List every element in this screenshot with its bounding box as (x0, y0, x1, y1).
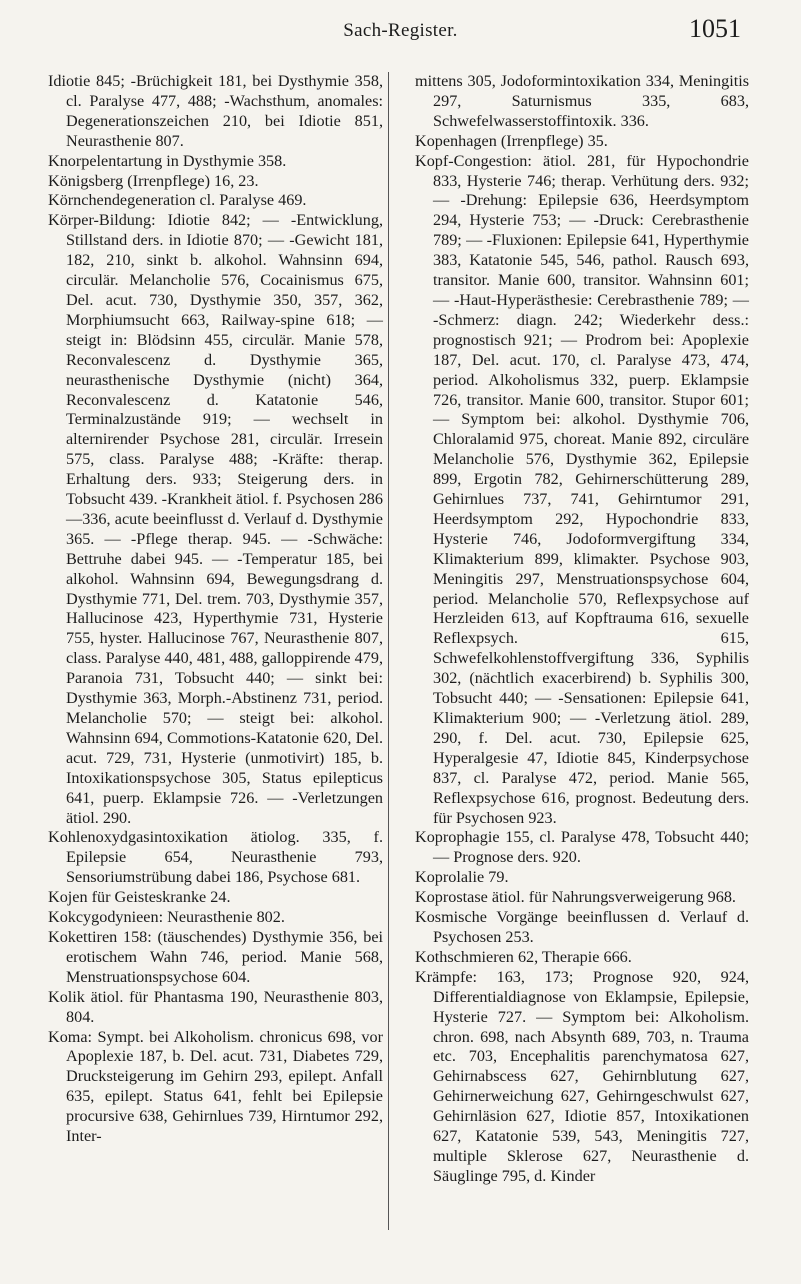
index-entry: Kojen für Geisteskranke 24. (48, 888, 231, 907)
index-entry: Königsberg (Irrenpflege) 16, 23. (48, 171, 259, 190)
index-entry: Koprolalie 79. (415, 868, 509, 887)
page-header (0, 14, 801, 48)
index-entry: Krämpfe: 163, 173; Prognose 920, 924, Differentialdiagnose von Eklampsie, Epilepsie, Hysterie 727. — Symptom bei: Alkoholism. chron. 698, nach Absynth 689, 703, n. Trauma etc. 703, Encephalitis parenchymatosa 627, Gehirnabscess 627, Gehirnblutung 627, Gehirnerweichung 627, Gehirngeschwulst 627, Gehirnläsion 627, Idiotie 857, Intoxikationen 627, Katatonie 539, 543, Meningitis 727, multiple Sklerose 627, Neurasthenie d. Säuglinge 795, d. Kinder (415, 967, 749, 1185)
index-entry: Kolik ätiol. für Phantasma 190, Neurasthenie 803, 804. (48, 987, 383, 1026)
index-entry: Kopenhagen (Irrenpflege) 35. (415, 131, 608, 150)
column-divider (388, 72, 389, 1230)
running-title: Sach-Register. (343, 20, 458, 41)
index-entry: Körnchendegeneration cl. Paralyse 469. (48, 191, 307, 210)
index-entry: Koprophagie 155, cl. Paralyse 478, Tobsucht 440; — Prognose ders. 920. (415, 828, 749, 867)
index-entry: Idiotie 845; -Brüchigkeit 181, bei Dysthymie 358, cl. Paralyse 477, 488; -Wachsthum, anomales: Degenerationszeichen 210, bei Idiotie 851, Neurasthenie 807. (48, 72, 383, 150)
left-column (48, 72, 383, 1147)
index-entry: Kosmische Vorgänge beeinflussen d. Verlauf d. Psychosen 253. (415, 908, 749, 946)
index-entry: Knorpelentartung in Dysthymie 358. (48, 151, 287, 170)
index-entry: Kokcygodynieen: Neurasthenie 802. (48, 908, 285, 927)
index-entry: Kothschmieren 62, Therapie 666. (415, 947, 632, 966)
index-entry: mittens 305, Jodoformintoxikation 334, Meningitis 297, Saturnismus 335, 683, Schwefelwasserstoffintoxik. 336. (415, 72, 749, 130)
index-entry: Kopf-Congestion: ätiol. 281, für Hypochondrie 833, Hysterie 746; therap. Verhütung ders. 932; — -Drehung: Epilepsie 636, Heerdsymptom 294, Hysterie 753; — -Druck: Cerebrasthenie 789; — -Fluxionen: Epilepsie 641, Hyperthymie 383, Katatonie 545, 546, pathol. Rausch 693, transitor. Manie 600, transitor. Wahnsinn 601; — -Haut-Hyperästhesie: Cerebrasthenie 789; — -Schmerz: diagn. 242; Wiederkehr dess.: prognostisch 921; — Prodrom bei: Apoplexie 187, Del. acut. 170, cl. Paralyse 473, 474, period. Alkoholismus 332, puerp. Eklampsie 726, transitor. Manie 600, transitor. Stupor 601; — Symptom bei: alkohol. Dysthymie 706, Chloralamid 975, choreat. Manie 892, circuläre Melancholie 576, Dysthymie 362, Epilepsie 899, Ergotin 782, Gehirnerschütterung 289, Gehirnlues 737, 741, Gehirntumor 291, Heerdsymptom 292, Hypochondrie 833, Hysterie 746, Jodoformvergiftung 334, Klimakterium 899, klimakter. Psychose 903, Meningitis 297, Menstruationspsychose 604, period. Melancholie 570, Reflexpsychose auf Herzleiden 613, auf Kopftrauma 616, sexuelle Reflexpsych. 615, Schwefelkohlenstoffvergiftung 336, Syphilis 302, (nächtlich exacerbirend) b. Syphilis 300, Tobsucht 440; — -Sensationen: Epilepsie 641, Klimakterium 900; — -Verletzung ätiol. 289, 290, f. Del. acut. 730, Epilepsie 625, Hyperalgesie 47, Idiotie 845, Kinderpsychose 837, cl. Paralyse 472, period. Manie 565, Reflexpsychose 616, prognost. Bedeutung ders. für Psychosen 923. (415, 151, 749, 827)
page-number: 1051 (689, 14, 741, 43)
index-entry: Körper-Bildung: Idiotie 842; — -Entwicklung, Stillstand ders. in Idiotie 870; — -Gewicht 181, 182, 210, sinkt b. alkohol. Wahnsinn 694, circulär. Melancholie 576, Cocainismus 675, Del. acut. 730, Dysthymie 350, 357, 362, Morphiumsucht 663, Railway-spine 618; — steigt in: Blödsinn 455, circulär. Manie 578, Reconvalescenz d. Dysthymie 365, neurasthenische Dysthymie (nicht) 364, Reconvalescenz d. Katatonie 546, Terminalzustände 919; — wechselt in alternirender Psychose 281, circulär. Irresein 575, class. Paralyse 488; -Kräfte: therap. Erhaltung ders. 933; Steigerung ders. in Tobsucht 439. -Krankheit ätiol. f. Psychosen 286—336, acute beeinflusst d. Verlauf d. Dysthymie 365. — -Pflege therap. 945. — -Schwäche: Bettruhe dabei 945. — -Temperatur 185, bei alkohol. Wahnsinn 694, Bewegungsdrang d. Dysthymie 771, Del. trem. 703, Dysthymie 357, Hallucinose 423, Hyperthymie 731, Hysterie 755, hyster. Hallucinose 767, Neurasthenie 807, class. Paralyse 440, 481, 488, galloppirende 479, Paranoia 731, Tobsucht 440; — sinkt bei: Dysthymie 363, Morph.-Abstinenz 731, period. Melancholie 570; — steigt bei: alkohol. Wahnsinn 694, Commotions-Katatonie 620, Del. acut. 729, 731, Hysterie (unmotivirt) 185, b. Intoxikationspsychose 305, Status epilepticus 641, puerp. Eklampsie 726. — -Verletzungen ätiol. 290. (48, 211, 383, 827)
index-entry: Koma: Sympt. bei Alkoholism. chronicus 698, vor Apoplexie 187, b. Del. acut. 731, Diabetes 729, Drucksteigerung im Gehirn 293, epilept. Anfall 635, epilept. Status 641, fehlt bei Epilepsie procursive 638, Gehirnlues 739, Hirntumor 292, Inter- (48, 1027, 383, 1146)
right-column (415, 72, 749, 1187)
index-entry: Kokettiren 158: (täuschendes) Dysthymie 356, bei erotischem Wahn 746, period. Manie 568, Menstruationspsychose 604. (48, 927, 383, 986)
index-entry: Koprostase ätiol. für Nahrungsverweigerung 968. (415, 888, 736, 907)
index-entry: Kohlenoxydgasintoxikation ätiolog. 335, f. Epilepsie 654, Neurasthenie 793, Sensoriumstrübung dabei 186, Psychose 681. (48, 828, 383, 887)
